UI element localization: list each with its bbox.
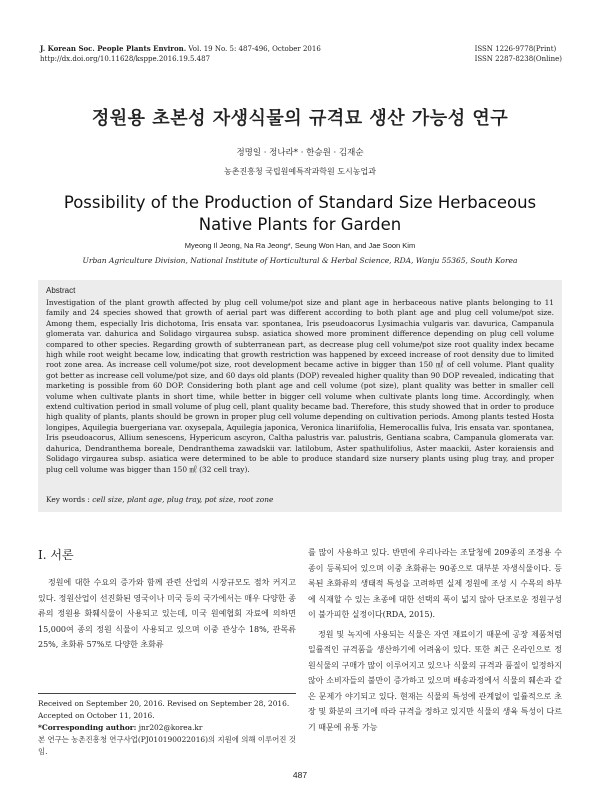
doi-link[interactable]: http://dx.doi.org/10.11628/ksppe.2016.19.5.487 — [40, 55, 211, 63]
funding-note: 본 연구는 농촌진흥청 연구사업(PJ010190022016)의 지원에 의해 이루어진 것임. — [38, 735, 296, 756]
keywords-label: Key words : — [46, 495, 90, 504]
title-english — [60, 192, 540, 236]
right-column — [308, 545, 562, 735]
page-number: 487 — [292, 770, 308, 780]
corresponding-email[interactable]: jnr202@korea.kr — [138, 723, 203, 732]
keywords-values: cell size, plant age, plug tray, pot size, root zone — [92, 495, 274, 504]
authors-korean: 정명일 · 정나라* · 한승원 · 김재순 — [236, 148, 364, 158]
section-heading-intro: Ⅰ. 서론 — [38, 548, 74, 562]
title-korean: 정원용 초본성 자생식물의 규격묘 생산 가능성 연구 — [91, 108, 509, 129]
abstract-heading: Abstract — [46, 286, 76, 295]
corresponding-author — [38, 722, 296, 734]
authors-english: Myeong Il Jeong, Na Ra Jeong*, Seung Won Han, and Jae Soon Kim — [184, 241, 416, 250]
keywords — [46, 495, 273, 504]
corresponding-label: *Corresponding author: — [38, 723, 137, 732]
right-paragraph-2: 정원 및 녹지에 사용되는 식물은 자연 재료이기 때문에 공장 제품처럼 일률적인 규격품을 생산하기에 어려움이 있다. 또한 최근 온라인으로 정원식물의 구매가 많이 이루어지고 있으나 식물의 규격과 품질이 일정하지 않아 소비자들의 불만이 증가하고 있으며 배송과정에서 식물의 훼손과 같은 문제가 야기되고 있다. 현재는 식물의 특성에 관계없이 일률적으로 초장 및 화분의 크기에 따라 규격을 정하고 있지만 식물의 생육 특성이 다르기 때문에 유통 가능 — [308, 629, 562, 732]
title-english-line1: Possibility of the Production of Standard Size Herbaceous — [63, 193, 537, 212]
left-column — [38, 546, 296, 653]
issn-print: ISSN 1226-9778(Print) — [474, 45, 557, 53]
journal-header — [40, 44, 321, 64]
issn-online: ISSN 2287-8238(Online) — [474, 55, 562, 63]
right-paragraph-1: 를 많이 사용하고 있다. 반면에 우리나라는 조달청에 209종의 조경용 수종이 등록되어 있으며 이중 초화류는 90종으로 대부분 자생식물이다. 등록된 초화류의 생태적 특성을 고려하면 실제 정원에 조성 시 수목의 하부에 식재할 수 있는 초종에 대한 선택의 폭이 넓지 않아 단조로운 정원구성이 불가피한 실정이다(RDA, 2015). — [308, 548, 562, 619]
affiliation-english: Urban Agriculture Division, National Institute of Horticultural & Herbal Science, RDA, Wanju 55365, South Korea — [82, 256, 518, 265]
issn-block — [475, 44, 562, 64]
journal-name: J. Korean Soc. People Plants Environ. — [40, 44, 187, 53]
abstract-text: Investigation of the plant growth affected by plug cell volume/pot size and plant age in herbaceous native plants belonging to 11 family and 24 species showed that growth of aerial part was different according to both plant age and plug cell volume/pot size. Among them, especially Iris dichotoma, Iris ensata var. spontanea, Iris pseudoacorus Lysimachia vulgaris var. davurica, Campanula glomerata var. dahurica and Solidago virgaurea subsp. asiatica showed more prominent difference depending on plug cell volume compared to other species. Regarding growth of subterranean part, as decrease plug cell volume/pot size root quality index became high while root weight became low, indicating that growth restriction was happened by exceed increase of root density due to limited root zone area. As increase cell volume/pot size, root development became active in bigger than 150 ㎖ of cell volume. Plant quality got better as increase cell volume/pot size, and 60 days old plants (DOP) revealed higher quality than 90 DOP revealed, indicating that marketing is possible from 60 DOP. Considering both plant age and cell volume (pot size), plant quality was better in smaller cell volume when cultivate plants in short time, while better in bigger cell volume when cultivate plants long time. Accordingly, when extend cultivation period in small volume of plug cell, plant quality became bad. Therefore, this study showed that in order to produce high quality of plants, plants should be grown in proper plug cell volume depending on cultivation periods. Among plants tested Hosta longipes, Aquilegia buergeriana var. oxysepala, Aquilegia japonica, Veronica linariifolia, Hemerocallis fulva, Iris ensata var. spontanea, Iris pseudoacorus, Allium senescens, Hypericum ascyron, Caltha palustris var. palustris, Gentiana scabra, Campanula glomerata var. dahurica, Dendranthema boreale, Dendranthema zawadskii var. latilobum, Aster spathulifolius, Aster maackii, Aster koraiensis and Solidago virgaurea subsp. asiatica were determined to be able to produce standard size nursery plants using plug tray, and proper plug cell volume was bigger than 150 ㎖ (32 cell tray). — [46, 298, 554, 474]
volume-info: Vol. 19 No. 5: 487-496, October 2016 — [188, 45, 321, 53]
abstract-box — [38, 280, 562, 512]
footnote — [38, 693, 296, 758]
intro-paragraph: 정원에 대한 수요의 증가와 함께 관련 산업의 시장규모도 점차 커지고 있다. 정원산업이 선진화된 영국이나 미국 등의 국가에서는 매우 다양한 종류의 정원용 화훼식물이 사용되고 있는데, 미국 원예협회 자료에 의하면 15,000여 종의 정원 식물이 사용되고 있으며 이중 관상수 18%, 관목류 25%, 초화류 57%로 다양한 초화류 — [38, 578, 296, 649]
title-english-line2: Native Plants for Garden — [198, 215, 402, 234]
affiliation-korean: 농촌진흥청 국립원예특작과학원 도시농업과 — [224, 167, 376, 176]
received-dates: Received on September 20, 2016. Revised on September 28, 2016. Accepted on October 11, 2016. — [38, 699, 290, 720]
